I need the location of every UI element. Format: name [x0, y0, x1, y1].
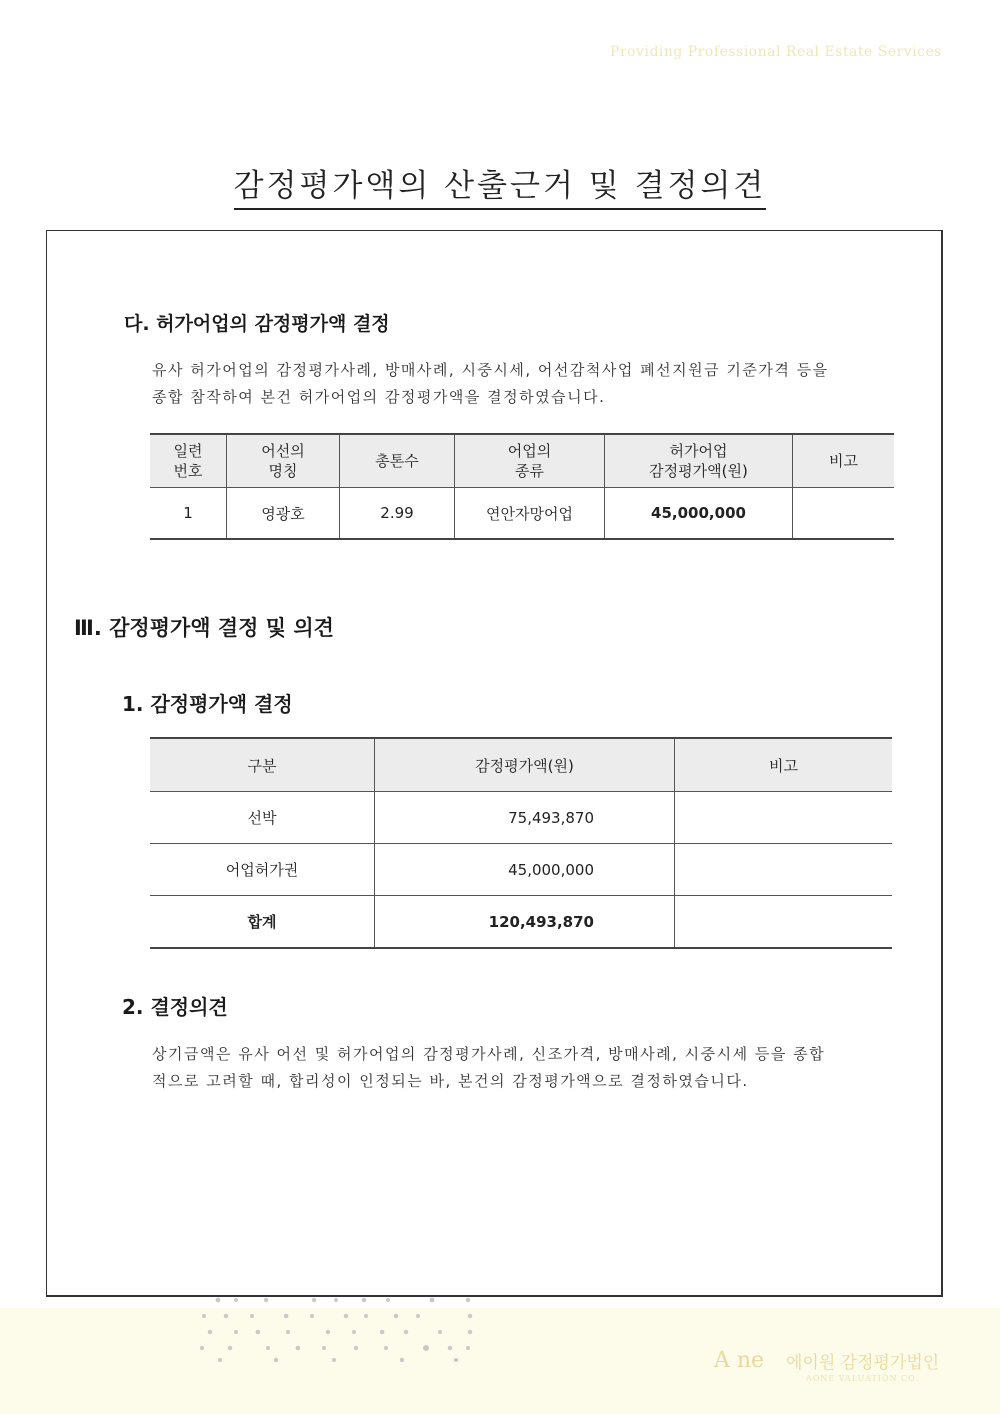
company-name-en: AONE VALUATION CO. [806, 1374, 919, 1383]
header-watermark: Providing Professional Real Estate Services [610, 44, 942, 60]
cell-serial: 1 [150, 488, 227, 540]
subsection-2-paragraph-line1: 상기금액은 유사 어선 및 허가어업의 감정평가사례, 신조가격, 방매사례, 시중시세 등을 종합 [152, 1045, 826, 1063]
subsection-1-heading: 1. 감정평가액 결정 [122, 692, 293, 716]
header-note: 비고 [793, 434, 895, 488]
table-row [150, 844, 892, 896]
section-da-heading: 다. 허가어업의 감정평가액 결정 [124, 313, 390, 335]
cell-category: 어업허가권 [150, 844, 375, 896]
section-da-paragraph [152, 357, 892, 411]
cell-category: 선박 [150, 792, 375, 844]
header-vessel-name: 어선의 명칭 [227, 434, 340, 488]
header-note: 비고 [675, 738, 893, 792]
fishery-license-table [150, 433, 894, 540]
cell-category: 합계 [150, 896, 375, 949]
subsection-2-heading: 2. 결정의견 [122, 995, 228, 1019]
cell-note [675, 792, 893, 844]
cell-amount: 120,493,870 [375, 896, 675, 949]
company-name: 에이원 감정평가법인 [786, 1353, 940, 1373]
cell-appraised-value: 45,000,000 [605, 488, 793, 540]
decorative-dots [196, 1296, 486, 1366]
table-header-row [150, 434, 894, 488]
table-row-total [150, 896, 892, 949]
cell-note [675, 896, 893, 949]
page-title: 감정평가액의 산출근거 및 결정의견 [0, 160, 1000, 205]
cell-vessel-name: 영광호 [227, 488, 340, 540]
header-category: 구분 [150, 738, 375, 792]
subsection-2-paragraph [152, 1041, 890, 1095]
subsection-2-paragraph-line2: 적으로 고려할 때, 합리성이 인정되는 바, 본건의 감정평가액으로 결정하였습니다. [152, 1072, 749, 1090]
cell-tonnage: 2.99 [340, 488, 455, 540]
cell-note [793, 488, 895, 540]
cell-fishery-type: 연안자망어업 [455, 488, 605, 540]
header-tonnage: 총톤수 [340, 434, 455, 488]
header-fishery-type: 어업의 종류 [455, 434, 605, 488]
logo-mark-icon: A ne [714, 1348, 765, 1373]
section-3-heading: Ⅲ. 감정평가액 결정 및 의견 [74, 616, 334, 640]
header-serial: 일련 번호 [150, 434, 227, 488]
section-da-paragraph-line2: 종합 참작하여 본건 허가어업의 감정평가액을 결정하였습니다. [152, 388, 606, 406]
header-appraised-value: 허가어업 감정평가액(원) [605, 434, 793, 488]
cell-amount: 75,493,870 [375, 792, 675, 844]
table-header-row [150, 738, 892, 792]
appraisal-summary-table [150, 737, 892, 949]
cell-note [675, 844, 893, 896]
table-row [150, 488, 894, 540]
section-da-paragraph-line1: 유사 허가어업의 감정평가사례, 방매사례, 시중시세, 어선감척사업 폐선지원금 기준가격 등을 [152, 361, 829, 379]
table-row [150, 792, 892, 844]
header-appraised-value: 감정평가액(원) [375, 738, 675, 792]
cell-amount: 45,000,000 [375, 844, 675, 896]
